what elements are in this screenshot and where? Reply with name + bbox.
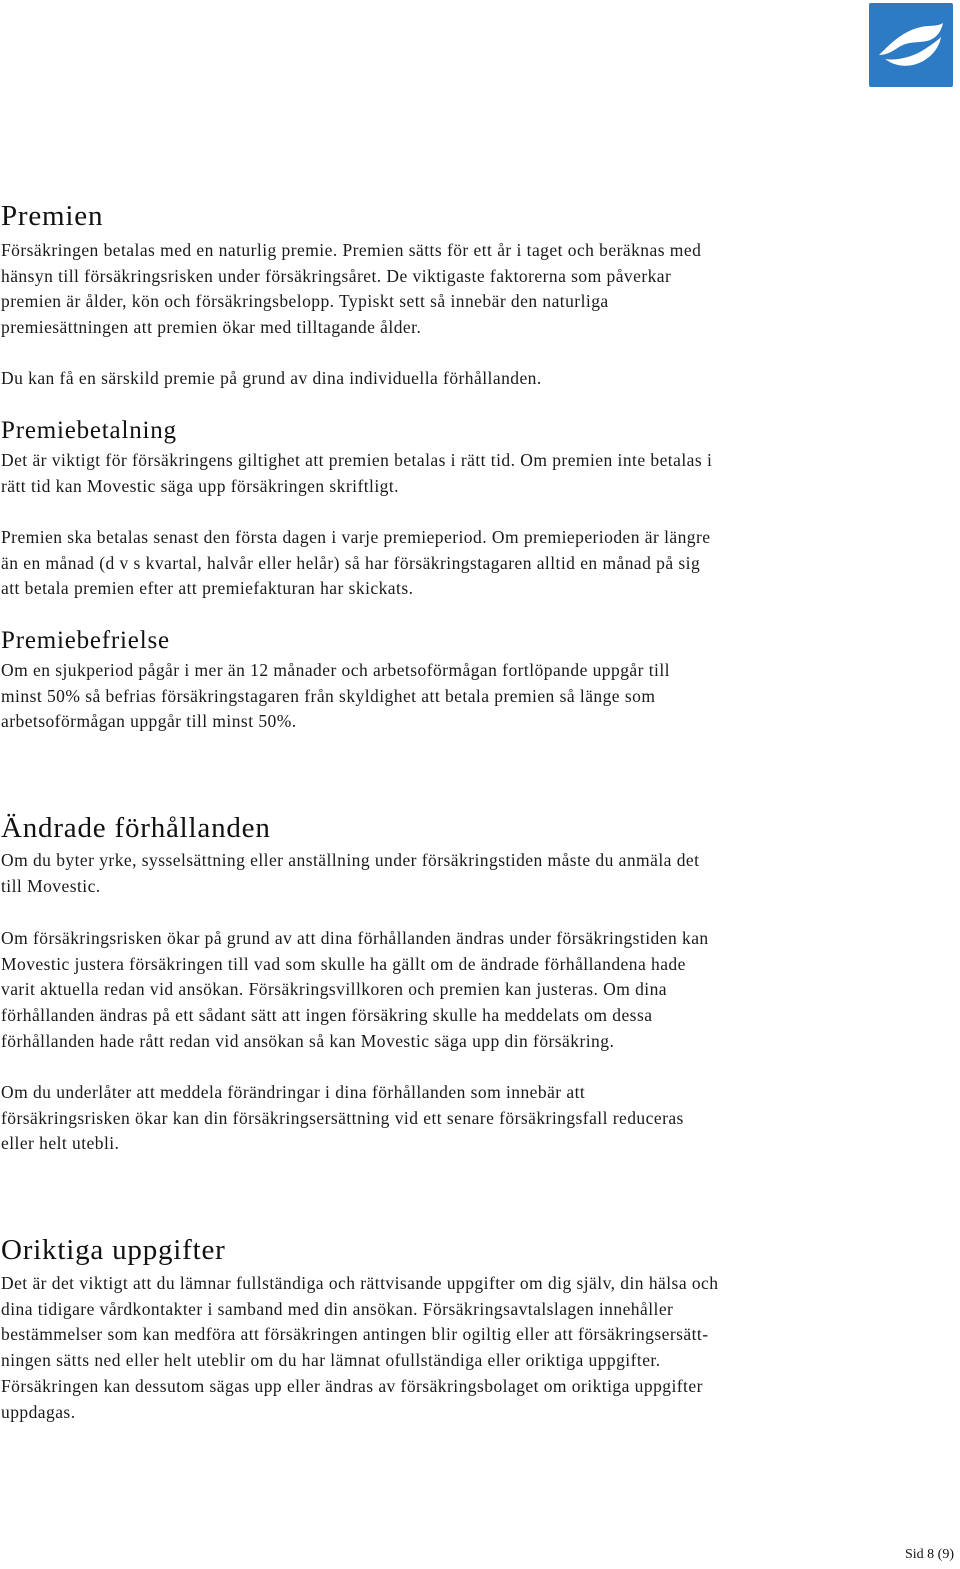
andrade-paragraph-3: Om du underlåter att meddela förändringar i dina förhållanden som innebär att försäkringsrisken ökar kan din försäkringsersättning vid ett senare försäkringsfall reduceras eller helt utebli. bbox=[1, 1082, 684, 1154]
heading-premiebetalning: Premiebetalning bbox=[1, 417, 177, 444]
movestic-lips-logo-icon bbox=[869, 3, 953, 87]
premiebetalning-paragraph-2: Premien ska betalas senast den första dagen i varje premieperiod. Om premieperioden är längre än en månad (d v s kvartal, halvår eller helår) så har försäkringstagaren alltid en månad på sig att betala premien efter att premiefakturan har skickats. bbox=[1, 527, 711, 599]
heading-premiebefrielse: Premiebefrielse bbox=[1, 627, 170, 654]
oriktiga-paragraph-1: Det är det viktigt att du lämnar fullständiga och rättvisande uppgifter om dig själv, din hälsa och dina tidigare vårdkontakter i samband med din ansökan. Försäkringsavtalslagen innehåller bestämmelser som kan medföra att försäkringen antingen blir ogiltig eller att försäkringsersätt- ningen sätts ned eller helt uteblir om du har lämnat ofullständiga eller oriktiga uppgifter. Försäkringen kan dessutom sägas upp eller ändras av försäkringsbolaget om oriktiga uppgifter uppdagas. bbox=[1, 1273, 719, 1422]
andrade-paragraph-1: Om du byter yrke, sysselsättning eller anställning under försäkringstiden måste du anmäla det till Movestic. bbox=[1, 850, 700, 896]
premiebetalning-paragraph-1: Det är viktigt för försäkringens giltighet att premien betalas i rätt tid. Om premien inte betalas i rätt tid kan Movestic säga upp försäkringen skriftligt. bbox=[1, 450, 713, 496]
premien-paragraph-1: Försäkringen betalas med en naturlig premie. Premien sätts för ett år i taget och beräknas med hänsyn till försäkringsrisken under försäkringsåret. De viktigaste faktorerna som påverkar premien är ålder, kön och försäkringsbelopp. Typiskt sett så innebär den naturliga premiesättningen att premien ökar med tilltagande ålder. bbox=[1, 240, 702, 338]
heading-oriktiga-uppgifter: Oriktiga uppgifter bbox=[1, 1234, 226, 1266]
premiebefrielse-paragraph-1: Om en sjukperiod pågår i mer än 12 månader och arbetsoförmågan fortlöpande uppgår till minst 50% så befrias försäkringstagaren från skyldighet att betala premien så länge som arbetsoförmågan uppgår till minst 50%. bbox=[1, 660, 670, 732]
company-logo bbox=[869, 3, 953, 87]
heading-andrade-forhallanden: Ändrade förhållanden bbox=[1, 812, 271, 844]
heading-premien: Premien bbox=[1, 200, 104, 232]
page-number: Sid 8 (9) bbox=[905, 1547, 954, 1562]
premien-paragraph-2: Du kan få en särskild premie på grund av dina individuella förhållanden. bbox=[1, 368, 542, 388]
andrade-paragraph-2: Om försäkringsrisken ökar på grund av att dina förhållanden ändras under försäkringstiden kan Movestic justera försäkringen till vad som skulle ha gällt om de ändrade förhållandena hade varit aktuella redan vid ansökan. Försäkringsvillkoren och premien kan justeras. Om dina förhållanden ändras på ett sådant sätt att ingen försäkring skulle ha meddelats om dessa förhållanden hade rått redan vid ansökan så kan Movestic säga upp din försäkring. bbox=[1, 928, 709, 1051]
